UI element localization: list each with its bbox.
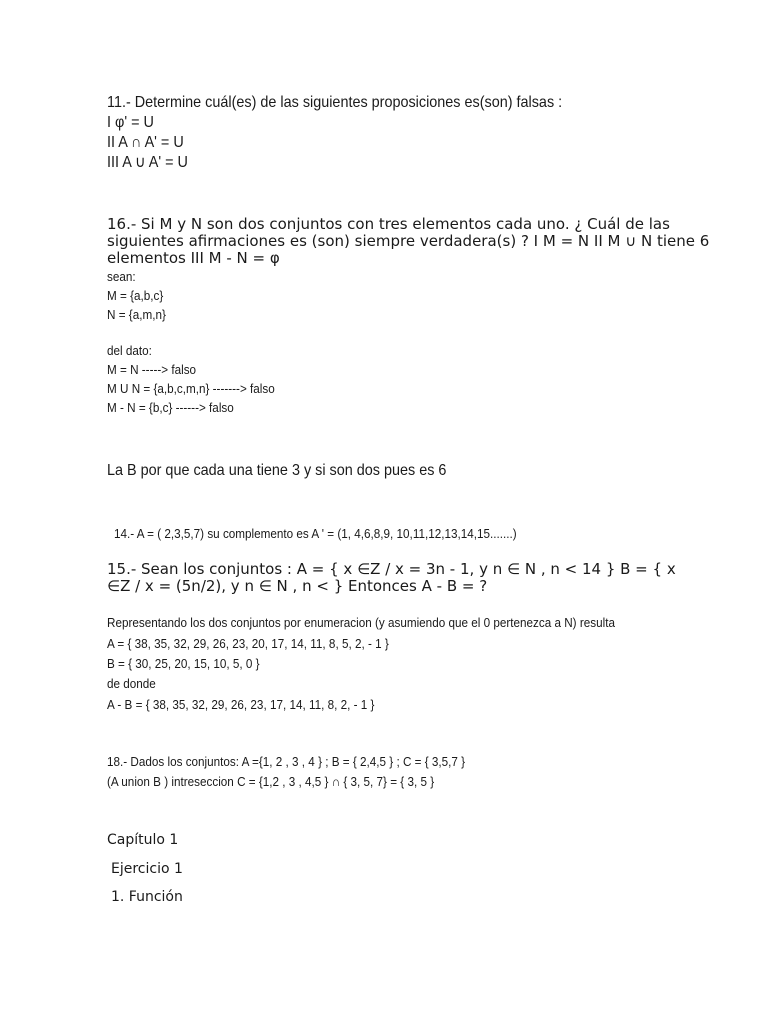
function-item: 1. Función [111, 889, 183, 905]
q15-work-line-2: A = { 38, 35, 32, 29, 26, 23, 20, 17, 14, 11, 8, 5, 2, - 1 } [107, 636, 389, 651]
q11-title: 11.- Determine cuál(es) de las siguientes proposiciones es(son) falsas : [107, 94, 563, 111]
q15-statement-line-2: ∈Z / x = (5n/2), y n ∈ N , n < } Entonces A - B = ? [107, 577, 488, 595]
q16-check-1: M = N -----> falso [107, 362, 197, 377]
q16-work-line-2: M = {a,b,c} [107, 288, 164, 303]
q11-item-2: II A ∩ A' = U [107, 134, 184, 151]
q16-statement-line-2: siguientes afirmaciones es (son) siempre verdadera(s) ? I M = N II M ∪ N tiene 6 [107, 232, 710, 250]
q11-item-3: III A ∪ A' = U [107, 154, 188, 171]
q16-answer: La B por que cada una tiene 3 y si son dos pues es 6 [107, 462, 447, 479]
q16-statement-line-1: 16.- Si M y N son dos conjuntos con tres elementos cada uno. ¿ Cuál de las [107, 215, 670, 233]
q16-statement-line-3: elementos III M - N = φ [107, 249, 280, 267]
q18-line-1: 18.- Dados los conjuntos: A ={1, 2 , 3 , 4 } ; B = { 2,4,5 } ; C = { 3,5,7 } [107, 754, 466, 769]
exercise-heading: Ejercicio 1 [111, 861, 183, 877]
q18-line-2: (A union B ) intreseccion C = {1,2 , 3 , 4,5 } ∩ { 3, 5, 7} = { 3, 5 } [107, 774, 435, 789]
q15-work-line-5: A - B = { 38, 35, 32, 29, 26, 23, 17, 14, 11, 8, 2, - 1 } [107, 697, 375, 712]
q16-dato-label: del dato: [107, 343, 152, 358]
q15-work-line-1: Representando los dos conjuntos por enumeracion (y asumiendo que el 0 pertenezca a N) resulta [107, 615, 615, 630]
q15-work-line-4: de donde [107, 676, 156, 691]
q14-text: 14.- A = ( 2,3,5,7) su complemento es A ' = (1, 4,6,8,9, 10,11,12,13,14,15.......) [114, 526, 517, 541]
q15-work-line-3: B = { 30, 25, 20, 15, 10, 5, 0 } [107, 656, 260, 671]
chapter-heading: Capítulo 1 [107, 832, 179, 848]
q16-work-line-1: sean: [107, 269, 136, 284]
q15-statement-line-1: 15.- Sean los conjuntos : A = { x ∈Z / x = 3n - 1, y n ∈ N , n < 14 } B = { x [107, 560, 676, 578]
q11-item-1: I φ' = U [107, 114, 154, 131]
q16-work-line-3: N = {a,m,n} [107, 307, 166, 322]
q16-check-3: M - N = {b,c} ------> falso [107, 400, 234, 415]
q16-check-2: M U N = {a,b,c,m,n} -------> falso [107, 381, 275, 396]
